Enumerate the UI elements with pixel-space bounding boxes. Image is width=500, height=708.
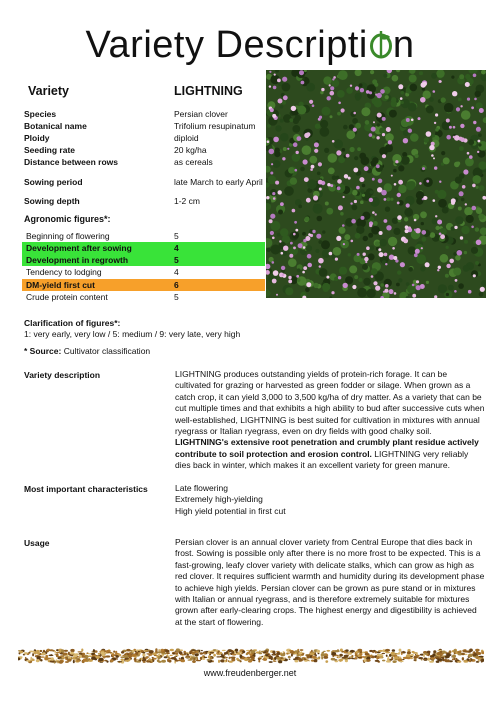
leaf-o-logo-icon — [369, 29, 393, 59]
characteristics-list — [175, 483, 475, 517]
spec-label-seeding-rate: Seeding rate — [24, 145, 76, 155]
figure-value: 4 — [174, 267, 179, 277]
figure-value: 5 — [174, 292, 179, 302]
figure-row-crude-protein — [22, 291, 265, 303]
spec-label-botanical-name: Botanical name — [24, 121, 87, 131]
clarification-heading: Clarification of figures*: — [24, 318, 121, 328]
figure-row-development-sowing — [22, 242, 265, 254]
figure-value: 5 — [174, 255, 179, 265]
characteristics-label: Most important characteristics — [24, 484, 148, 494]
variety-name: LIGHTNING — [174, 84, 243, 98]
agronomic-figures-heading: Agronomic figures*: — [24, 214, 111, 224]
figure-value: 4 — [174, 243, 179, 253]
spec-label-row-distance: Distance between rows — [24, 157, 119, 167]
clarification-text: 1: very early, very low / 5: medium / 9: very late, very high — [24, 329, 241, 339]
clover-field-photo — [266, 70, 486, 298]
figure-row-lodging — [22, 266, 265, 278]
figure-row-development-regrowth — [22, 254, 265, 266]
figure-name: Crude protein content — [26, 292, 108, 302]
source-label: * Source: — [24, 346, 62, 356]
usage-label: Usage — [24, 538, 50, 548]
spec-value-seeding-rate: 20 kg/ha — [174, 145, 207, 155]
figure-name: Development in regrowth — [26, 255, 129, 265]
page-title — [0, 22, 500, 68]
figure-value: 5 — [174, 231, 179, 241]
figure-name: Beginning of flowering — [26, 231, 110, 241]
usage-text: Persian clover is an annual clover variety from Central Europe that dies back in frost. Sowing is possible only after there is no more frost to be expected. This is a fast-growing, leafy clover variety with delicate stalks, which can grow as high as red clover. It requires sufficient warmth and humidity during its development phase to achieve high yields. Persian clover can be grown as pure stand or in mixtures with Italian or annual ryegrass, and is therefore extremely suitable for mixtures grown after early-clearing crops. The highest energy and digestibility is achieved at the start of flowering. — [175, 537, 485, 627]
characteristic-item: High yield potential in first cut — [175, 505, 286, 516]
figure-name: Development after sowing — [26, 243, 132, 253]
characteristic-item: Extremely high-yielding — [175, 494, 263, 505]
spec-value-sowing-depth: 1-2 cm — [174, 196, 200, 206]
description-tail: LIGHTNING very reliably dies back in winter, which makes it an excellent variety for green manure. — [175, 448, 469, 471]
description-body: LIGHTNING produces outstanding yields of protein-rich forage. It can be cultivated for grazing or harvested as green fodder or silage. When grown as a catch crop, it can yield 3,000 to 3,500 kg/ha of dry matter. As a variety that can be cut multiple times and that exhibits a high ability to bud after successive cuts when well-established, LIGHTNING is best suited for cultivation in mixtures with annual ryegrass or Italian ryegrass, even on dry fields with good chalky soil. — [175, 369, 485, 437]
seed-footer-band — [18, 646, 484, 666]
spec-label-sowing-period: Sowing period — [24, 177, 83, 187]
spec-value-botanical-name: Trifolium resupinatum — [174, 121, 256, 131]
source-note — [24, 346, 150, 356]
spec-value-species: Persian clover — [174, 109, 228, 119]
spec-label-species: Species — [24, 109, 57, 119]
page-title-text-end: n — [392, 24, 415, 66]
variety-description-text — [175, 369, 485, 472]
variety-description-label: Variety description — [24, 370, 101, 380]
figure-name: Tendency to lodging — [26, 267, 102, 277]
variety-heading: Variety — [28, 84, 70, 98]
spec-value-ploidy: diploid — [174, 133, 199, 143]
spec-label-sowing-depth: Sowing depth — [24, 196, 80, 206]
figure-name: DM-yield first cut — [26, 280, 95, 290]
page-title-text: Variety Descripti — [85, 24, 368, 66]
spec-value-row-distance: as cereals — [174, 157, 213, 167]
spec-value-sowing-period: late March to early April — [174, 177, 263, 187]
spec-label-ploidy: Ploidy — [24, 133, 50, 143]
characteristic-item: Late flowering — [175, 483, 228, 493]
figure-value: 6 — [174, 280, 179, 290]
source-text: Cultivator classification — [63, 346, 151, 356]
figure-row-dm-yield — [22, 279, 265, 291]
description-bold: LIGHTNING's extensive root penetration and crumbly plant residue actively contribute to soil protection and erosion control. — [175, 437, 479, 459]
footer-url: www.freudenberger.net — [203, 668, 297, 678]
figure-row-flowering — [22, 230, 265, 242]
